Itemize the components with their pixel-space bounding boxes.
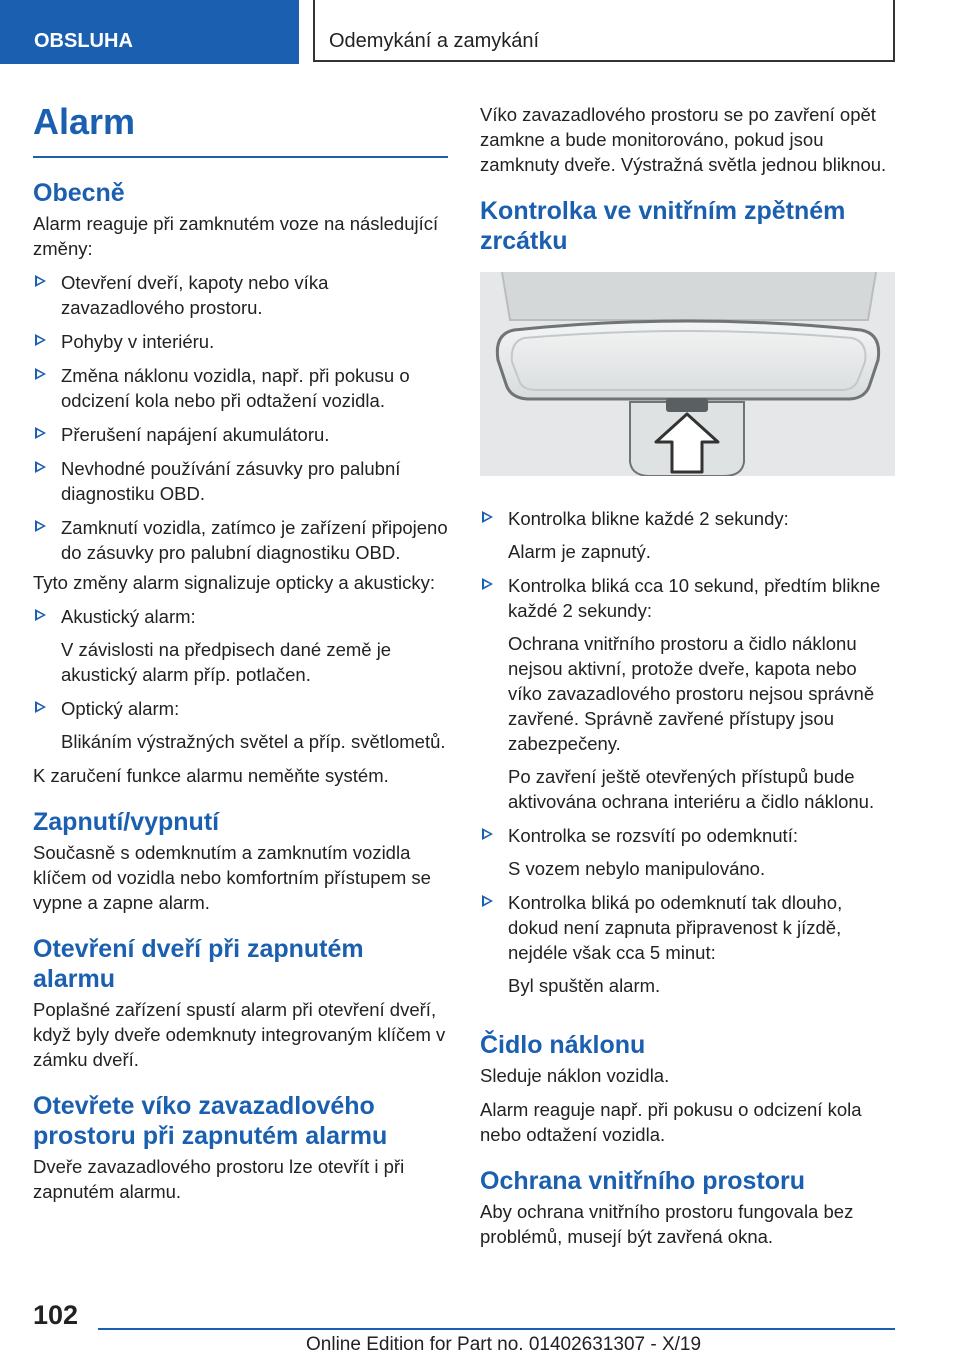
list-item-detail: Alarm je zapnutý. bbox=[508, 541, 651, 562]
page-title: Alarm bbox=[33, 96, 448, 158]
triangle-bullet-icon bbox=[35, 701, 46, 713]
list-item-detail: Byl spuštěn alarm. bbox=[508, 975, 661, 996]
list-item: Kontrolka bliká po odemknutí tak dlouho, dokud není zapnuta připravenost k jízdě, nejdéle však cca 5 minut: bbox=[480, 890, 895, 965]
triangle-bullet-icon bbox=[482, 511, 493, 523]
list-item-detail: Ochrana vnitřního prostoru a čidlo náklonu nejsou aktivní, protože dveře, kapota nebo víko zavazadlového prostoru nejsou správně zavřené. Správně zavřené přístupy jsou zabezpečeny. bbox=[508, 633, 875, 754]
heading-indicator: Kontrolka ve vnitřním zpětném zrcátku bbox=[480, 197, 846, 255]
list-item: Optický alarm: bbox=[33, 696, 448, 721]
header-chapter-title: Odemykání a zamykání bbox=[313, 0, 895, 62]
heading-interior-protection: Ochrana vnitřního prostoru bbox=[480, 1167, 806, 1195]
trunk-continued-text: Víko zavazadlového prostoru se po zavření opět zamkne a bude monitorováno, pokud jsou zamknuty dveře. Výstražná světla jednou bliknou. bbox=[480, 104, 887, 175]
heading-doors: Otevření dveří při zapnutém alarmu bbox=[33, 935, 364, 993]
general-change-list bbox=[33, 270, 448, 565]
signal-text: Tyto změny alarm signalizuje opticky a akusticky: bbox=[33, 572, 436, 593]
tilt-text-1: Sleduje náklon vozidla. bbox=[480, 1065, 670, 1086]
triangle-bullet-icon bbox=[35, 334, 46, 346]
triangle-bullet-icon bbox=[482, 578, 493, 590]
indicator-list bbox=[480, 506, 895, 998]
footer-divider bbox=[98, 1328, 895, 1330]
heading-tilt-sensor: Čidlo náklonu bbox=[480, 1031, 646, 1059]
triangle-bullet-icon bbox=[35, 609, 46, 621]
triangle-bullet-icon bbox=[35, 461, 46, 473]
list-item: Zamknutí vozidla, zatímco je zařízení připojeno do zásuvky pro palubní diagnostiku OBD. bbox=[33, 515, 448, 565]
list-item: Přerušení napájení akumulátoru. bbox=[33, 422, 448, 447]
list-item-detail: V závislosti na předpisech dané země je akustický alarm příp. potlačen. bbox=[61, 639, 392, 685]
heading-trunk: Otevřete víko zavazadlového prostoru při zapnutém alarmu bbox=[33, 1092, 388, 1150]
header-section-tab: OBSLUHA bbox=[0, 0, 299, 64]
triangle-bullet-icon bbox=[35, 275, 46, 287]
triangle-bullet-icon bbox=[35, 368, 46, 380]
list-item: Kontrolka bliká cca 10 sekund, předtím blikne každé 2 sekundy: bbox=[480, 573, 895, 623]
triangle-bullet-icon bbox=[482, 828, 493, 840]
list-item: Změna náklonu vozidla, např. při pokusu o odcizení kola nebo při odtažení vozidla. bbox=[33, 363, 448, 413]
list-item: Otevření dveří, kapoty nebo víka zavazadlového prostoru. bbox=[33, 270, 448, 320]
tilt-text-2: Alarm reaguje např. při pokusu o odcizení kola nebo odtažení vozidla. bbox=[480, 1099, 862, 1145]
list-item-detail: Blikáním výstražných světel a příp. světlometů. bbox=[61, 731, 446, 752]
heading-onoff: Zapnutí/vypnutí bbox=[33, 808, 220, 836]
right-column bbox=[480, 102, 895, 1249]
list-item: Kontrolka se rozsvítí po odemknutí: bbox=[480, 823, 895, 848]
list-item-detail: Po zavření ještě otevřených přístupů bude aktivována ochrana interiéru a čidlo náklonu. bbox=[508, 766, 875, 812]
list-item-detail: S vozem nebylo manipulováno. bbox=[508, 858, 766, 879]
left-column bbox=[33, 96, 448, 1204]
triangle-bullet-icon bbox=[482, 895, 493, 907]
warning-text: K zaručení funkce alarmu neměňte systém. bbox=[33, 765, 389, 786]
triangle-bullet-icon bbox=[35, 520, 46, 532]
trunk-text: Dveře zavazadlového prostoru lze otevřít i při zapnutém alarmu. bbox=[33, 1156, 405, 1202]
list-item: Akustický alarm: bbox=[33, 604, 448, 629]
list-item: Nevhodné používání zásuvky pro palubní diagnostiku OBD. bbox=[33, 456, 448, 506]
rearview-mirror-illustration bbox=[480, 272, 895, 476]
list-item: Kontrolka blikne každé 2 sekundy: bbox=[480, 506, 895, 531]
onoff-text: Současně s odemknutím a zamknutím vozidla klíčem od vozidla nebo komfortním přístupem se vypne a zapne alarm. bbox=[33, 842, 431, 913]
interior-text: Aby ochrana vnitřního prostoru fungovala bez problémů, musejí být zavřená okna. bbox=[480, 1201, 854, 1247]
mirror-drawing bbox=[480, 272, 895, 476]
heading-general: Obecně bbox=[33, 179, 125, 207]
signal-list bbox=[33, 604, 448, 754]
footer-edition: Online Edition for Part no. 01402631307 - X/19 bbox=[306, 1334, 702, 1355]
doors-text: Poplašné zařízení spustí alarm při otevření dveří, když byly dveře odemknuty integrovaným klíčem v zámku dveří. bbox=[33, 999, 446, 1070]
general-intro: Alarm reaguje při zamknutém voze na následující změny: bbox=[33, 213, 439, 259]
list-item: Pohyby v interiéru. bbox=[33, 329, 448, 354]
triangle-bullet-icon bbox=[35, 427, 46, 439]
page-number: 102 bbox=[33, 1300, 79, 1330]
